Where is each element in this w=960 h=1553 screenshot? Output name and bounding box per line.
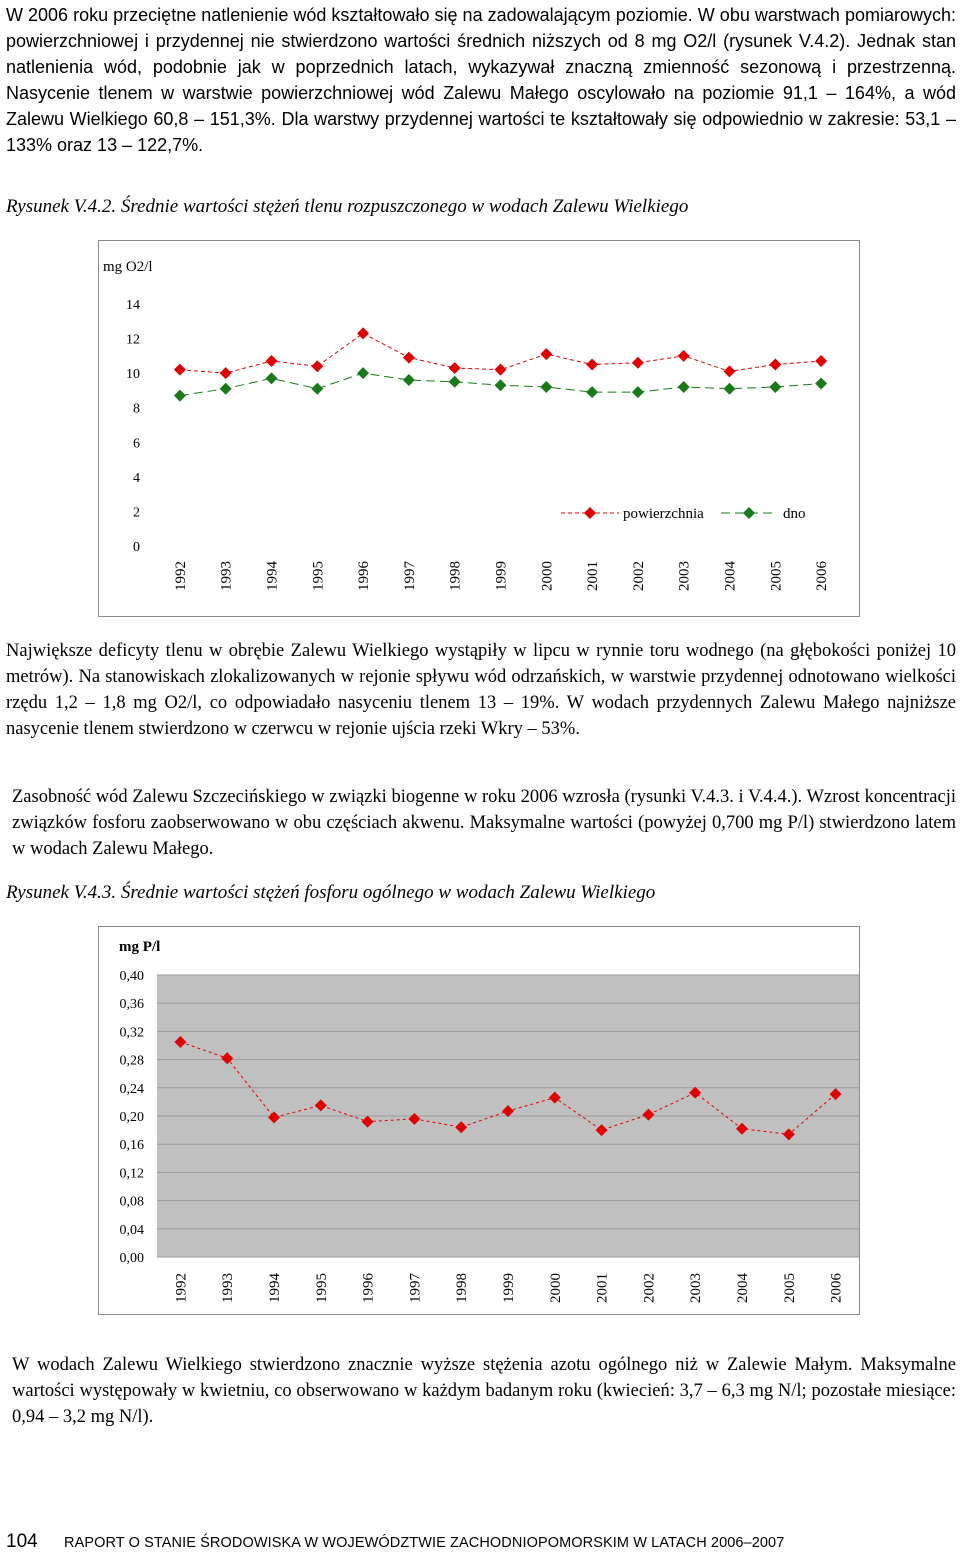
x-tick-label: 1995 <box>310 561 327 591</box>
x-tick-label: 2004 <box>722 561 739 591</box>
x-tick-label: 2001 <box>594 1273 611 1303</box>
y-tick-label: 0,40 <box>119 969 144 984</box>
report-title: RAPORT O STANIE ŚRODOWISKA W WOJEWÓDZTWIE ZACHODNIOPOMORSKIM W LATACH 2006–2007 <box>64 1535 785 1551</box>
data-point-dno <box>540 381 552 393</box>
y-tick-label: 0,20 <box>119 1110 144 1125</box>
y-axis-label: mg P/l <box>119 939 161 955</box>
x-tick-label: 1999 <box>493 561 510 591</box>
data-point-dno <box>495 379 507 391</box>
paragraph-nitrogen: W wodach Zalewu Wielkiego stwierdzono znacznie wyższe stężenia azotu ogólnego niż w Zalewie Małym. Maksymalne wartości występowały w kwietniu, co obserwowano w każdym badanym roku (kwiecień: 3,7 – 6,3 mg N/l; pozostałe miesiące: 0,94 – 3,2 mg N/l). <box>12 1355 956 1427</box>
figure-caption-phosphorus: Rysunek V.4.3. Średnie wartości stężeń fosforu ogólnego w wodach Zalewu Wielkiego <box>6 882 656 903</box>
y-tick-label: 0,32 <box>119 1025 144 1041</box>
data-point-dno <box>815 378 827 390</box>
x-tick-label: 1996 <box>360 1273 377 1303</box>
data-point-dno <box>449 376 461 388</box>
x-tick-label: 1994 <box>264 561 281 591</box>
x-tick-label: 2006 <box>828 1273 845 1303</box>
page-number: 104 <box>6 1531 38 1552</box>
data-point-dno <box>724 383 736 395</box>
data-point-powierzchnia <box>174 364 186 376</box>
x-tick-label: 1998 <box>447 561 464 591</box>
y-tick-label: 0,04 <box>119 1222 144 1238</box>
y-tick-label: 8 <box>133 401 140 417</box>
x-tick-label: 1995 <box>313 1273 330 1303</box>
x-tick-label: 2002 <box>641 1273 658 1303</box>
x-tick-label: 1992 <box>173 1273 190 1303</box>
x-tick-label: 1997 <box>407 1273 424 1303</box>
paragraph-oxygen-deficits: Największe deficyty tlenu w obrębie Zalewu Wielkiego wystąpiły w lipcu w rynnie toru wodnego (na głębokości poniżej 10 metrów). Na stanowiskach zlokalizowanych w rejonie spływu wód odrzańskich, w warstwie przydennej odnotowano wielkości rzędu 1,2 – 1,8 mg O2/l, co odpowiadało nasyceniu tlenem 13 – 19%. W wodach przydennych Zalewu Małego najniższe nasycenie tlenem stwierdzono w czerwcu w rejonie ujścia rzeki Wkry – 53%. <box>6 641 956 739</box>
data-point-dno <box>357 367 369 379</box>
legend-label-powierzchnia: powierzchnia <box>623 506 704 522</box>
data-point-powierzchnia <box>678 350 690 362</box>
data-point-dno <box>266 372 278 384</box>
data-point-dno <box>586 386 598 398</box>
paragraph-oxygen-intro: W 2006 roku przeciętne natlenienie wód kształtowało się na zadowalającym poziomie. W obu warstwach pomiarowych: powierzchniowej i przydennej nie stwierdzono wartości średnich niższych od 8 mg O2/l (rysunek V.4.2). Jednak stan natlenienia wód, podobnie jak w poprzednich latach, wykazywał znaczną zmienność sezonową i przestrzenną. Nasycenie tlenem w warstwie powierzchniowej wód Zalewu Małego oscylowało na poziomie 91,1 – 164%, a wód Zalewu Wielkiego 60,8 – 151,3%. Dla warstwy przydennej wartości te kształtowały się odpowiednio w zakresie: 53,1 – 133% oraz 13 – 122,7%. <box>6 5 956 155</box>
x-tick-label: 1994 <box>267 1273 283 1303</box>
y-tick-label: 0,36 <box>119 997 144 1013</box>
data-point-powierzchnia <box>403 352 415 364</box>
y-tick-label: 6 <box>133 436 140 452</box>
data-point-powierzchnia <box>357 327 369 339</box>
x-tick-label: 2005 <box>768 561 785 591</box>
data-point-dno <box>220 383 232 395</box>
y-tick-label: 4 <box>133 470 140 486</box>
x-tick-label: 2003 <box>676 561 693 591</box>
phosphorus-chart-svg <box>99 927 859 1314</box>
data-point-dno <box>632 386 644 398</box>
data-point-powierzchnia <box>815 355 827 367</box>
data-point-powierzchnia <box>632 357 644 369</box>
x-tick-label: 2004 <box>735 1273 751 1303</box>
legend-marker-powierzchnia <box>584 507 596 519</box>
x-tick-label: 2001 <box>585 561 602 591</box>
y-tick-label: 14 <box>126 298 140 313</box>
figure-caption-oxygen: Rysunek V.4.2. Średnie wartości stężeń tlenu rozpuszczonego w wodach Zalewu Wielkiego <box>6 196 689 217</box>
x-tick-label: 2005 <box>781 1273 798 1303</box>
x-tick-label: 1999 <box>501 1273 517 1303</box>
paragraph-nutrients: Zasobność wód Zalewu Szczecińskiego w związki biogenne w roku 2006 wzrosła (rysunki V.4.3. i V.4.4.). Wzrost koncentracji związków fosforu zaobserwowano w obu częściach akwenu. Maksymalne wartości (powyżej 0,700 mg P/l) stwierdzono latem w wodach Zalewu Małego. <box>12 787 956 859</box>
data-point-dno <box>678 381 690 393</box>
data-point-powierzchnia <box>586 359 598 371</box>
x-tick-label: 1992 <box>172 561 189 591</box>
footer-divider <box>0 1527 960 1528</box>
y-tick-label: 0,16 <box>119 1138 144 1154</box>
data-point-dno <box>174 390 186 402</box>
oxygen-chart <box>98 240 860 617</box>
data-point-powierzchnia <box>449 362 461 374</box>
data-point-powierzchnia <box>769 359 781 371</box>
y-tick-label: 0,08 <box>119 1194 144 1210</box>
x-tick-label: 2006 <box>814 561 831 591</box>
y-tick-label: 0,28 <box>119 1053 144 1069</box>
x-tick-label: 2003 <box>688 1273 705 1303</box>
x-tick-label: 1993 <box>218 561 235 591</box>
legend-marker-dno <box>743 507 755 519</box>
x-tick-label: 1993 <box>220 1273 237 1303</box>
x-tick-label: 2002 <box>630 561 647 591</box>
oxygen-chart-svg <box>99 241 859 616</box>
data-point-dno <box>769 381 781 393</box>
y-axis-label: mg O2/l <box>103 259 153 275</box>
data-point-powierzchnia <box>311 360 323 372</box>
y-tick-label: 0,24 <box>119 1081 144 1097</box>
y-tick-label: 0 <box>133 540 140 555</box>
legend-label-dno: dno <box>783 506 806 522</box>
phosphorus-chart <box>98 926 860 1315</box>
y-tick-label: 2 <box>133 505 140 521</box>
data-point-dno <box>311 383 323 395</box>
y-tick-label: 0,00 <box>119 1251 144 1266</box>
y-tick-label: 10 <box>126 367 140 383</box>
y-tick-label: 0,12 <box>119 1166 144 1182</box>
x-tick-label: 1998 <box>454 1273 471 1303</box>
data-point-powierzchnia <box>495 364 507 376</box>
x-tick-label: 2000 <box>539 561 556 591</box>
x-tick-label: 1997 <box>401 561 418 591</box>
data-point-powierzchnia <box>266 355 278 367</box>
x-tick-label: 1996 <box>356 561 373 591</box>
y-tick-label: 12 <box>126 332 140 348</box>
data-point-powierzchnia <box>724 365 736 377</box>
data-point-powierzchnia <box>220 367 232 379</box>
data-point-powierzchnia <box>540 348 552 360</box>
data-point-dno <box>403 374 415 386</box>
x-tick-label: 2000 <box>547 1273 564 1303</box>
